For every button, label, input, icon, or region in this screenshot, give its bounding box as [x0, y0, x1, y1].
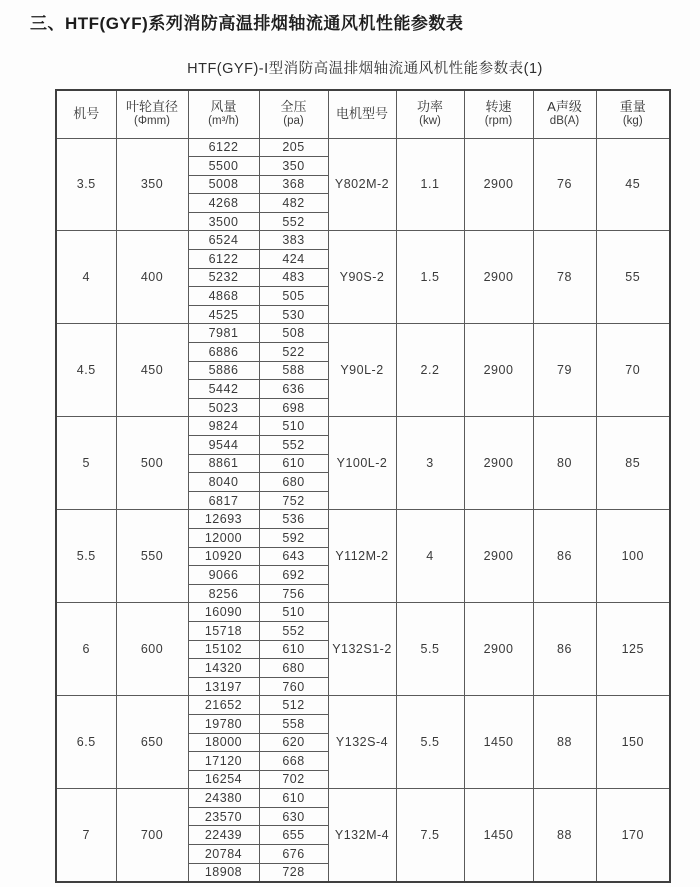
full-pressure-cell: 702 — [259, 770, 328, 789]
motor-model-cell: Y802M-2 — [328, 138, 396, 231]
weight-cell: 150 — [596, 696, 670, 789]
power-cell: 1.5 — [396, 231, 464, 324]
noise-level-cell: 76 — [533, 138, 596, 231]
noise-level-cell: 79 — [533, 324, 596, 417]
noise-level-cell: 78 — [533, 231, 596, 324]
noise-level-cell: 88 — [533, 789, 596, 882]
power-cell: 4 — [396, 510, 464, 603]
air-volume-cell: 5886 — [188, 361, 259, 380]
air-volume-cell: 17120 — [188, 752, 259, 771]
column-header-unit: (kg) — [622, 115, 643, 128]
air-volume-cell: 6122 — [188, 138, 259, 157]
model-no-cell: 7 — [56, 789, 116, 882]
air-volume-cell: 5442 — [188, 380, 259, 399]
air-volume-cell: 6122 — [188, 250, 259, 269]
column-header-model-no — [56, 90, 116, 138]
full-pressure-cell: 756 — [259, 584, 328, 603]
motor-model-cell: Y132M-4 — [328, 789, 396, 882]
air-volume-cell: 10920 — [188, 547, 259, 566]
full-pressure-cell: 620 — [259, 733, 328, 752]
air-volume-cell: 20784 — [188, 845, 259, 864]
model-no-cell: 6.5 — [56, 696, 116, 789]
full-pressure-cell: 483 — [259, 268, 328, 287]
column-header-full-pressure — [259, 90, 328, 138]
noise-level-cell: 80 — [533, 417, 596, 510]
air-volume-cell: 5023 — [188, 398, 259, 417]
column-header-label: 电机型号 — [335, 106, 388, 122]
noise-level-cell: 86 — [533, 510, 596, 603]
motor-model-cell: Y90S-2 — [328, 231, 396, 324]
column-header-label: 风量 — [210, 99, 237, 115]
full-pressure-cell: 205 — [259, 138, 328, 157]
air-volume-cell: 7981 — [188, 324, 259, 343]
air-volume-cell: 8040 — [188, 473, 259, 492]
air-volume-cell: 19780 — [188, 714, 259, 733]
full-pressure-cell: 508 — [259, 324, 328, 343]
air-volume-cell: 21652 — [188, 696, 259, 715]
power-cell: 5.5 — [396, 696, 464, 789]
air-volume-cell: 9066 — [188, 566, 259, 585]
air-volume-cell: 12000 — [188, 528, 259, 547]
model-no-cell: 5.5 — [56, 510, 116, 603]
column-header-label: 叶轮直径 — [125, 99, 178, 115]
speed-cell: 1450 — [464, 789, 533, 882]
full-pressure-cell: 698 — [259, 398, 328, 417]
full-pressure-cell: 680 — [259, 659, 328, 678]
motor-model-cell: Y132S-4 — [328, 696, 396, 789]
air-volume-cell: 5008 — [188, 175, 259, 194]
air-volume-cell: 16090 — [188, 603, 259, 622]
air-volume-cell: 12693 — [188, 510, 259, 529]
column-header-label: A声级 — [547, 99, 582, 115]
weight-cell: 45 — [596, 138, 670, 231]
column-header-label: 转速 — [485, 99, 512, 115]
column-header-unit: (m³/h) — [208, 115, 239, 128]
column-header-label: 全压 — [280, 99, 307, 115]
table-header-row — [56, 90, 670, 138]
fan-performance-table — [55, 89, 671, 883]
full-pressure-cell: 522 — [259, 343, 328, 362]
full-pressure-cell: 424 — [259, 250, 328, 269]
full-pressure-cell: 530 — [259, 305, 328, 324]
full-pressure-cell: 728 — [259, 863, 328, 882]
impeller-diameter-cell: 450 — [116, 324, 188, 417]
power-cell: 5.5 — [396, 603, 464, 696]
air-volume-cell: 8861 — [188, 454, 259, 473]
power-cell: 1.1 — [396, 138, 464, 231]
column-header-air-volume — [188, 90, 259, 138]
column-header-unit: dB(A) — [549, 115, 580, 128]
motor-model-cell: Y90L-2 — [328, 324, 396, 417]
full-pressure-cell: 630 — [259, 807, 328, 826]
model-no-cell: 4.5 — [56, 324, 116, 417]
full-pressure-cell: 536 — [259, 510, 328, 529]
air-volume-cell: 9824 — [188, 417, 259, 436]
weight-cell: 55 — [596, 231, 670, 324]
motor-model-cell: Y100L-2 — [328, 417, 396, 510]
column-header-unit: (kw) — [419, 115, 441, 128]
full-pressure-cell: 552 — [259, 436, 328, 455]
power-cell: 7.5 — [396, 789, 464, 882]
speed-cell: 2900 — [464, 603, 533, 696]
air-volume-cell: 5232 — [188, 268, 259, 287]
air-volume-cell: 16254 — [188, 770, 259, 789]
speed-cell: 2900 — [464, 510, 533, 603]
table-row — [56, 789, 670, 808]
air-volume-cell: 24380 — [188, 789, 259, 808]
model-no-cell: 3.5 — [56, 138, 116, 231]
full-pressure-cell: 676 — [259, 845, 328, 864]
air-volume-cell: 4268 — [188, 194, 259, 213]
motor-model-cell: Y132S1-2 — [328, 603, 396, 696]
full-pressure-cell: 636 — [259, 380, 328, 399]
column-header-label: 重量 — [619, 99, 646, 115]
table-row — [56, 231, 670, 250]
full-pressure-cell: 610 — [259, 789, 328, 808]
full-pressure-cell: 692 — [259, 566, 328, 585]
impeller-diameter-cell: 500 — [116, 417, 188, 510]
air-volume-cell: 18908 — [188, 863, 259, 882]
air-volume-cell: 23570 — [188, 807, 259, 826]
column-header-impeller-diameter — [116, 90, 188, 138]
air-volume-cell: 18000 — [188, 733, 259, 752]
speed-cell: 2900 — [464, 138, 533, 231]
table-row — [56, 138, 670, 157]
column-header-label: 功率 — [416, 99, 443, 115]
full-pressure-cell: 368 — [259, 175, 328, 194]
power-cell: 2.2 — [396, 324, 464, 417]
speed-cell: 2900 — [464, 231, 533, 324]
table-subtitle: HTF(GYF)-I型消防高温排烟轴流通风机性能参数表(1) — [187, 61, 543, 77]
column-header-motor-model — [328, 90, 396, 138]
full-pressure-cell: 510 — [259, 417, 328, 436]
impeller-diameter-cell: 550 — [116, 510, 188, 603]
air-volume-cell: 15718 — [188, 621, 259, 640]
column-header-power — [396, 90, 464, 138]
air-volume-cell: 6524 — [188, 231, 259, 250]
air-volume-cell: 22439 — [188, 826, 259, 845]
speed-cell: 1450 — [464, 696, 533, 789]
table-row — [56, 603, 670, 622]
full-pressure-cell: 588 — [259, 361, 328, 380]
full-pressure-cell: 752 — [259, 491, 328, 510]
full-pressure-cell: 680 — [259, 473, 328, 492]
weight-cell: 70 — [596, 324, 670, 417]
full-pressure-cell: 512 — [259, 696, 328, 715]
noise-level-cell: 86 — [533, 603, 596, 696]
full-pressure-cell: 350 — [259, 157, 328, 176]
model-no-cell: 6 — [56, 603, 116, 696]
full-pressure-cell: 552 — [259, 212, 328, 231]
full-pressure-cell: 643 — [259, 547, 328, 566]
air-volume-cell: 4525 — [188, 305, 259, 324]
model-no-cell: 5 — [56, 417, 116, 510]
air-volume-cell: 14320 — [188, 659, 259, 678]
motor-model-cell: Y112M-2 — [328, 510, 396, 603]
full-pressure-cell: 558 — [259, 714, 328, 733]
model-no-cell: 4 — [56, 231, 116, 324]
speed-cell: 2900 — [464, 324, 533, 417]
full-pressure-cell: 610 — [259, 454, 328, 473]
column-header-weight — [596, 90, 670, 138]
column-header-noise-level — [533, 90, 596, 138]
weight-cell: 100 — [596, 510, 670, 603]
air-volume-cell: 3500 — [188, 212, 259, 231]
table-row — [56, 510, 670, 529]
weight-cell: 85 — [596, 417, 670, 510]
power-cell: 3 — [396, 417, 464, 510]
air-volume-cell: 6886 — [188, 343, 259, 362]
weight-cell: 125 — [596, 603, 670, 696]
air-volume-cell: 13197 — [188, 677, 259, 696]
air-volume-cell: 5500 — [188, 157, 259, 176]
full-pressure-cell: 592 — [259, 528, 328, 547]
column-header-speed — [464, 90, 533, 138]
air-volume-cell: 8256 — [188, 584, 259, 603]
column-header-label: 机号 — [73, 106, 100, 122]
full-pressure-cell: 668 — [259, 752, 328, 771]
impeller-diameter-cell: 700 — [116, 789, 188, 882]
impeller-diameter-cell: 600 — [116, 603, 188, 696]
weight-cell: 170 — [596, 789, 670, 882]
impeller-diameter-cell: 350 — [116, 138, 188, 231]
speed-cell: 2900 — [464, 417, 533, 510]
page-title: 三、HTF(GYF)系列消防高温排烟轴流通风机性能参数表 — [30, 14, 464, 33]
full-pressure-cell: 655 — [259, 826, 328, 845]
air-volume-cell: 4868 — [188, 287, 259, 306]
column-header-unit: (pa) — [283, 115, 304, 128]
impeller-diameter-cell: 650 — [116, 696, 188, 789]
noise-level-cell: 88 — [533, 696, 596, 789]
column-header-unit: (Φmm) — [134, 115, 170, 128]
air-volume-cell: 6817 — [188, 491, 259, 510]
full-pressure-cell: 552 — [259, 621, 328, 640]
table-row — [56, 417, 670, 436]
table-row — [56, 696, 670, 715]
air-volume-cell: 15102 — [188, 640, 259, 659]
full-pressure-cell: 505 — [259, 287, 328, 306]
full-pressure-cell: 482 — [259, 194, 328, 213]
full-pressure-cell: 610 — [259, 640, 328, 659]
column-header-unit: (rpm) — [484, 115, 513, 128]
full-pressure-cell: 383 — [259, 231, 328, 250]
table-row — [56, 324, 670, 343]
full-pressure-cell: 510 — [259, 603, 328, 622]
impeller-diameter-cell: 400 — [116, 231, 188, 324]
full-pressure-cell: 760 — [259, 677, 328, 696]
air-volume-cell: 9544 — [188, 436, 259, 455]
